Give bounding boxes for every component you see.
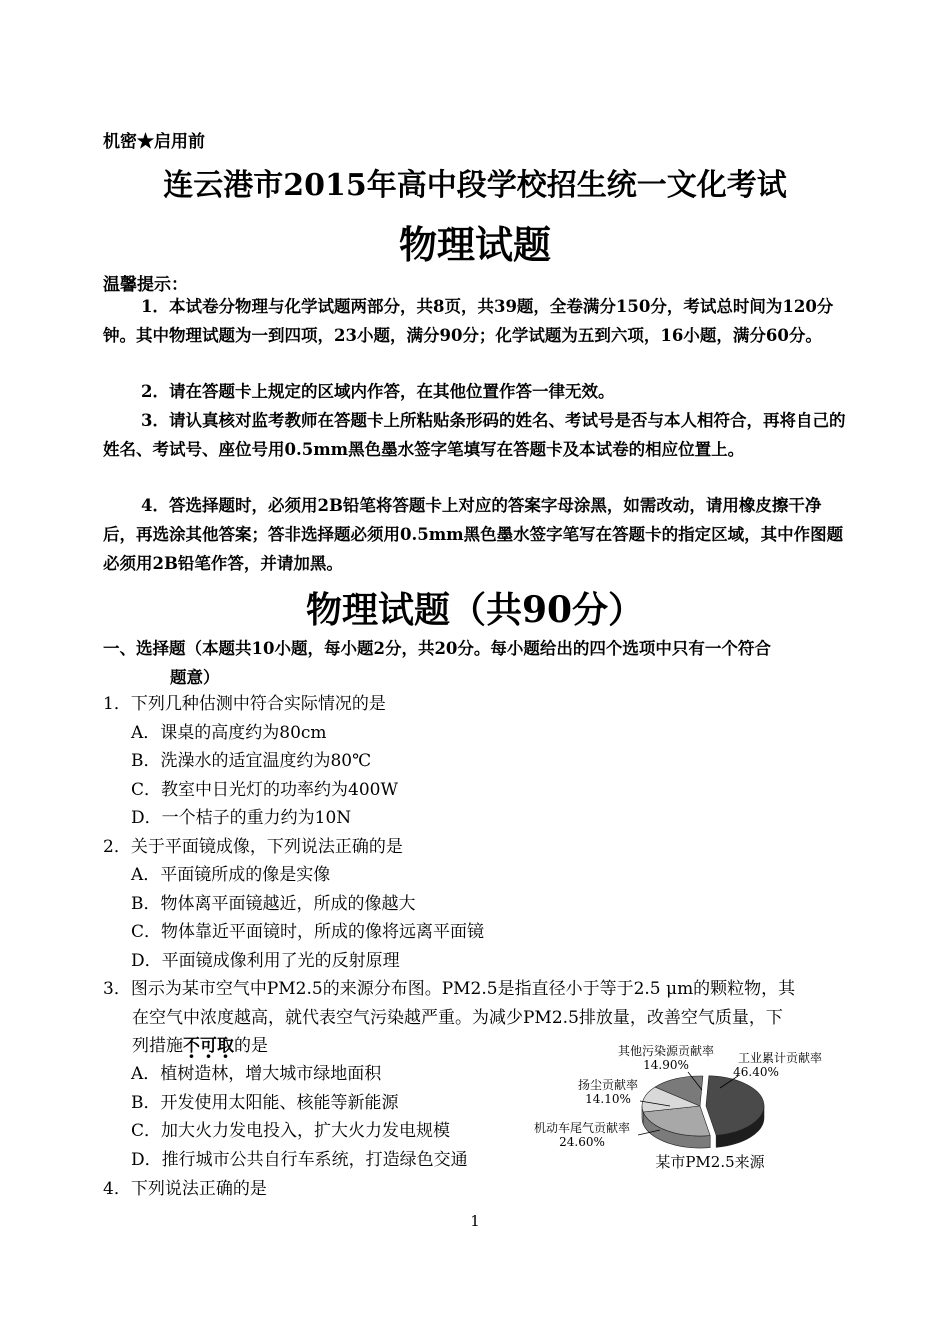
part-1-line-2: 题意） <box>170 668 220 687</box>
pm25-pie-chart <box>520 1038 850 1178</box>
part-1-line-1: 一、选择题（本题共10小题，每小题2分，共20分。每小题给出的四个选项中只有一个符合 <box>103 639 771 658</box>
tips-heading: 温馨提示： <box>103 275 188 295</box>
question-3-option-d: D．推行城市公共自行车系统，打造绿色交通 <box>131 1150 468 1170</box>
question-3-line-1: 3．图示为某市空气中PM2.5的来源分布图。PM2.5是指直径小于等于2.5 μm的颗粒物，其 <box>103 979 796 999</box>
question-1-option-d: D．一个桔子的重力约为10N <box>131 808 352 828</box>
section-title: 物理试题（共90分） <box>305 589 645 631</box>
question-2-option-d: D．平面镜成像利用了光的反射原理 <box>131 951 400 971</box>
slice-label-other: 其他污染源贡献率 <box>617 1044 715 1058</box>
chart-title: 某市PM2.5来源 <box>655 1153 765 1171</box>
question-2-option-b: B．物体离平面镜越近，所成的像越大 <box>131 894 416 914</box>
main-title: 物理试题 <box>398 222 551 267</box>
emphasis-char-1: 不 <box>183 1036 200 1056</box>
question-3-option-c: C．加大火力发电投入，扩大火力发电规模 <box>131 1121 451 1141</box>
question-3-option-b: B．开发使用太阳能、核能等新能源 <box>131 1093 399 1113</box>
question-2-stem: 2．关于平面镜成像，下列说法正确的是 <box>103 837 403 857</box>
page-number: 1 <box>470 1212 480 1230</box>
slice-value-dust: 14.10% <box>585 1092 631 1106</box>
emphasis-char-3: 取 <box>217 1036 234 1056</box>
slice-label-dust: 扬尘贡献率 <box>577 1078 639 1092</box>
slice-value-other: 14.90% <box>643 1058 689 1072</box>
question-1-option-c: C．教室中日光灯的功率约为400W <box>131 780 398 800</box>
slice-value-industry: 46.40% <box>733 1065 779 1079</box>
slice-label-industry: 工业累计贡献率 <box>737 1051 823 1065</box>
question-3-line-2: 在空气中浓度越高，就代表空气污染越严重。为减少PM2.5排放量，改善空气质量，下 <box>132 1007 783 1028</box>
tip-4: 4．答选择题时，必须用2B铅笔将答题卡上对应的答案字母涂黑，如需改动，请用橡皮擦干净后，再选涂其他答案；答非选择题必须用0.5mm黑色墨水签字笔写在答题卡的指定区域，其中作图题必须用2B铅笔作答，并请加黑。 <box>103 496 844 573</box>
exam-title: 连云港市2015年高中段学校招生统一文化考试 <box>163 168 787 203</box>
pie-slices <box>642 1076 764 1148</box>
slice-label-vehicle: 机动车尾气贡献率 <box>533 1121 631 1135</box>
question-1-option-a: A．课桌的高度约为80cm <box>131 723 327 743</box>
question-3-option-a: A．植树造林，增大城市绿地面积 <box>131 1064 382 1084</box>
part-1-instructions <box>103 634 851 692</box>
question-1-stem: 1．下列几种估测中符合实际情况的是 <box>103 694 386 714</box>
slice-value-vehicle: 24.60% <box>559 1135 605 1149</box>
question-1-option-b: B．洗澡水的适宜温度约为80℃ <box>131 751 372 771</box>
question-4-stem: 4．下列说法正确的是 <box>103 1179 267 1199</box>
tip-1: 1．本试卷分物理与化学试题两部分，共8页，共39题，全卷满分150分，考试总时间为120分钟。其中物理试题为一到四项，23小题，满分90分；化学试题为五到六项，16小题，满分60分。 <box>103 297 834 345</box>
confidential-label: 机密★启用前 <box>103 132 205 152</box>
question-3-line-3-post: 的是 <box>234 1036 268 1056</box>
question-2-option-c: C．物体靠近平面镜时，所成的像将远离平面镜 <box>131 922 485 942</box>
tip-2: 2．请在答题卡上规定的区域内作答，在其他位置作答一律无效。 <box>141 382 615 401</box>
question-2-option-a: A．平面镜所成的像是实像 <box>131 865 331 885</box>
question-3-line-3-pre: 列措施 <box>132 1036 183 1056</box>
tip-3: 3．请认真核对监考教师在答题卡上所粘贴条形码的姓名、考试号是否与本人相符合，再将自己的姓名、考试号、座位号用0.5mm黑色墨水签字笔填写在答题卡及本试卷的相应位置上。 <box>103 411 846 459</box>
emphasis-char-2: 可 <box>200 1036 217 1056</box>
